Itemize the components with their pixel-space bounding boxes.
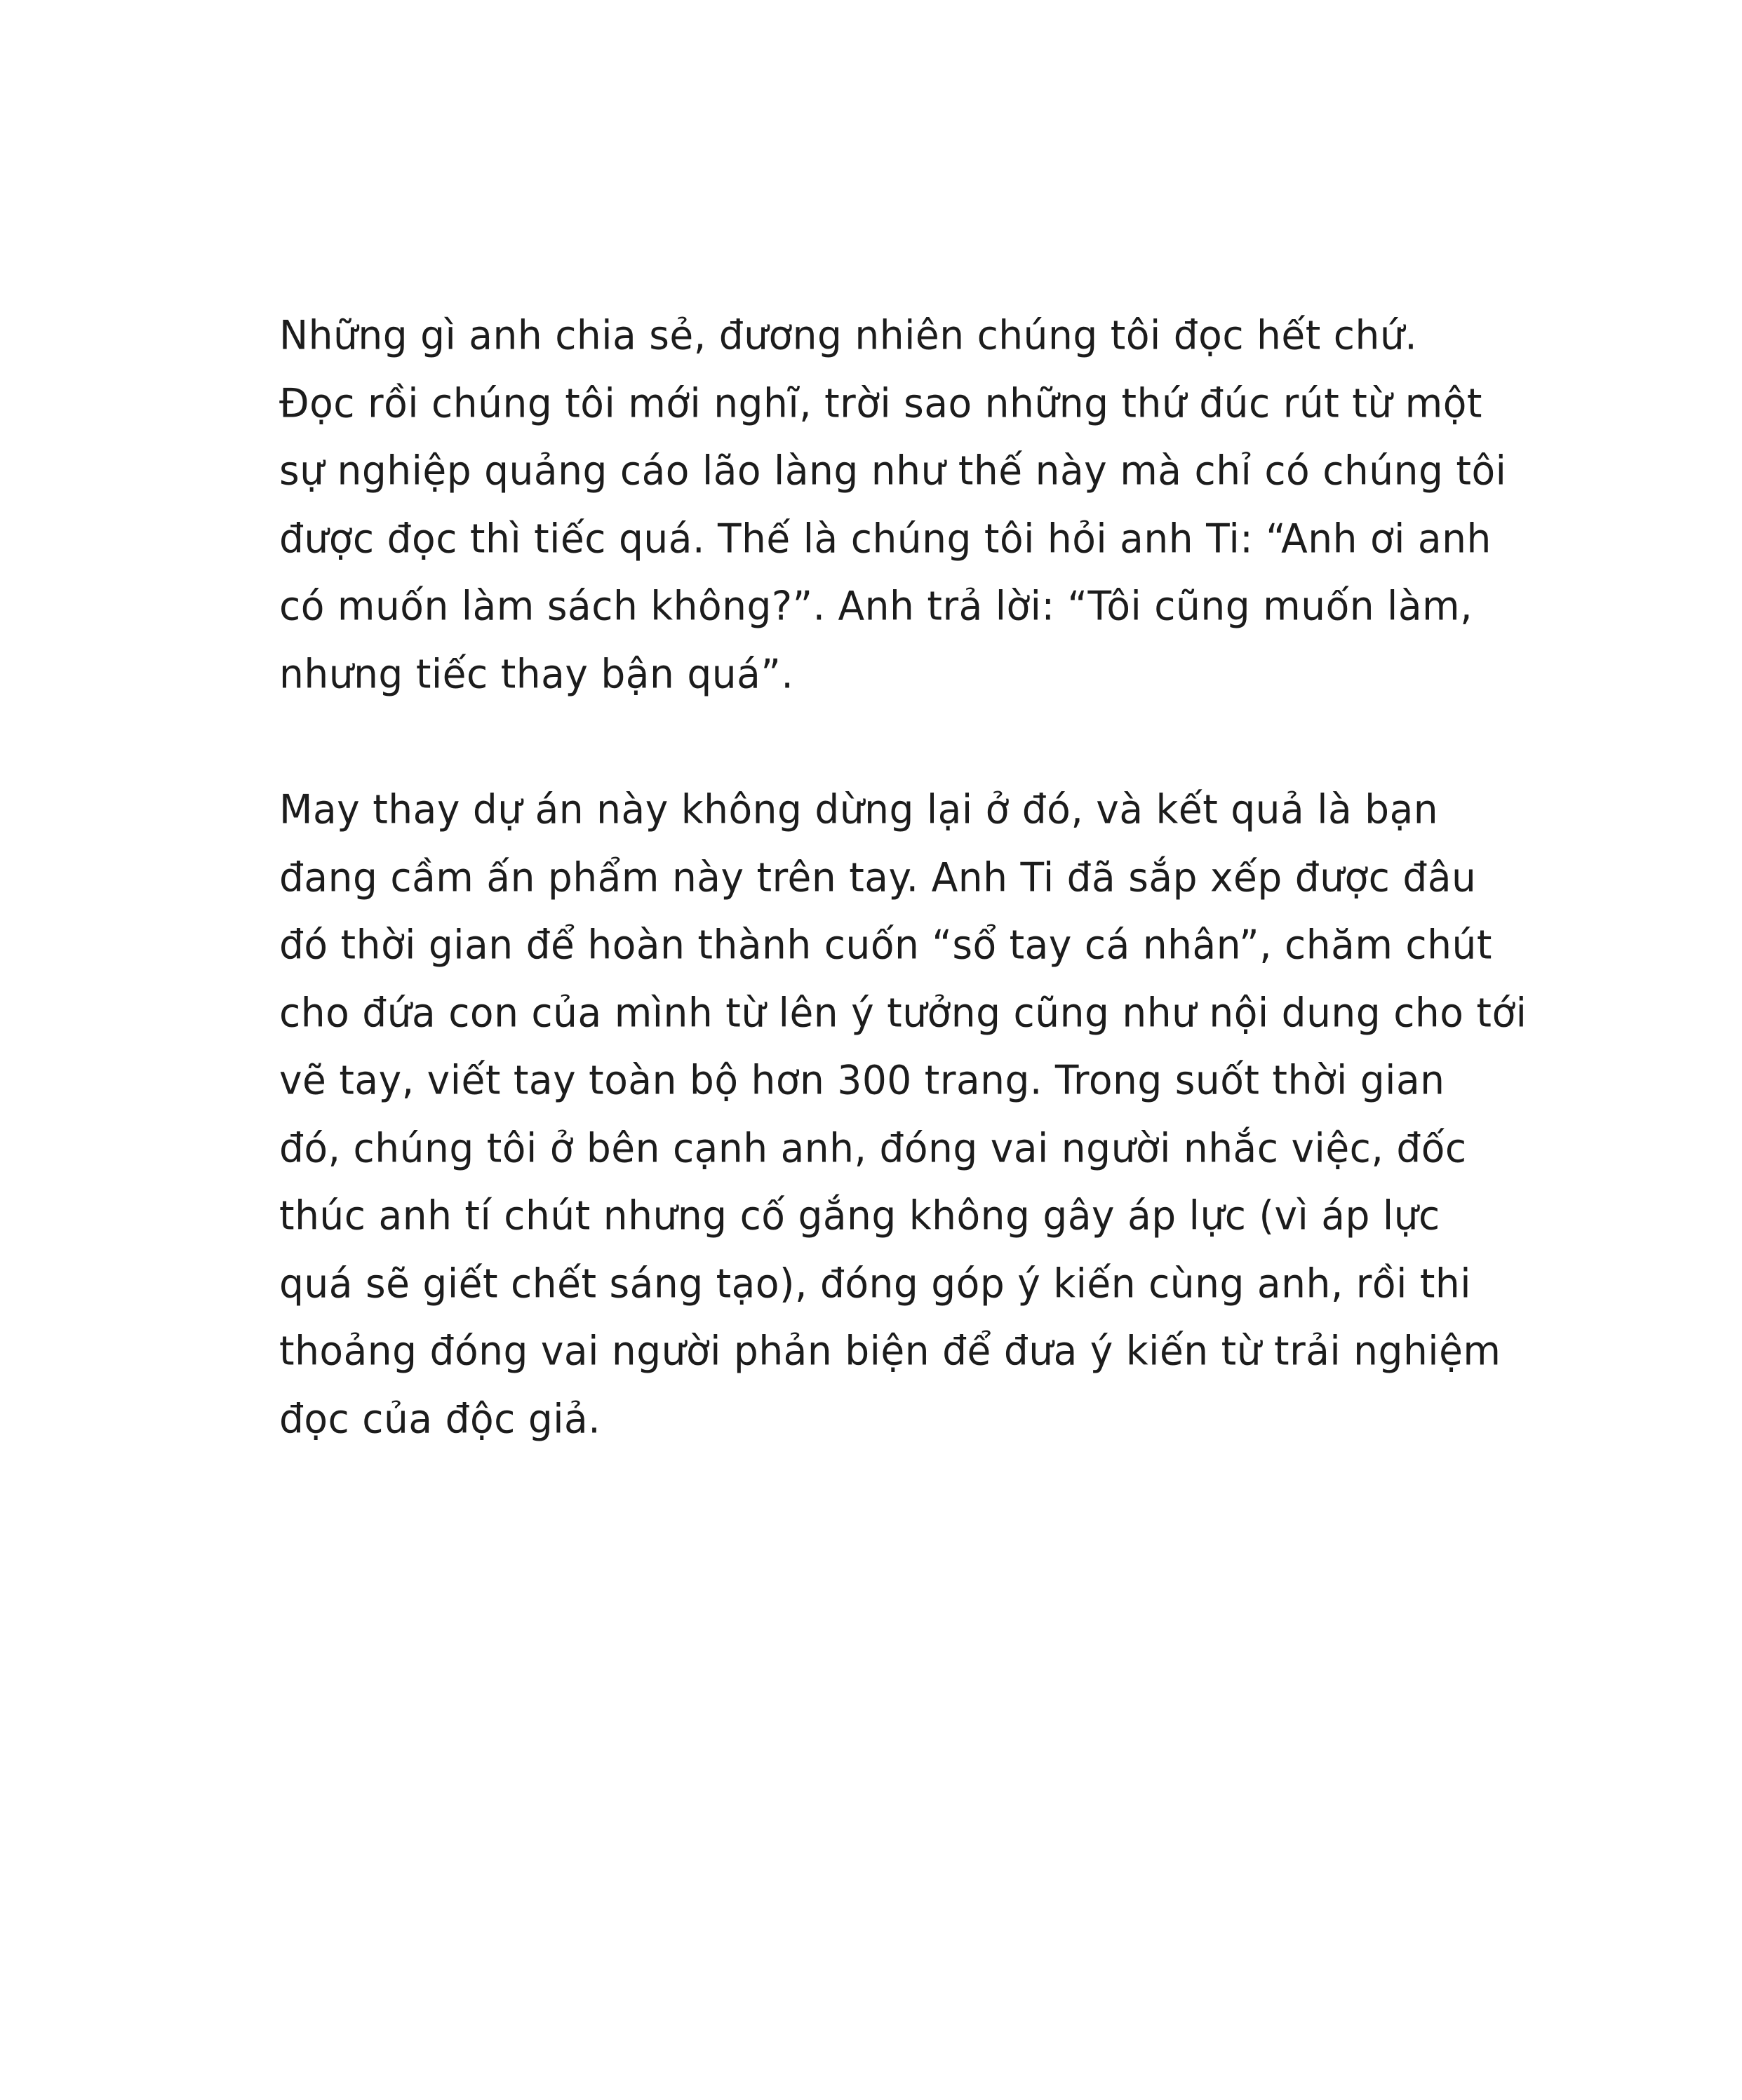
- text-line: nhưng tiếc thay bận quá”.: [279, 650, 794, 697]
- text-line: thoảng đóng vai người phản biện để đưa ý kiến từ trải nghiệm: [279, 1327, 1501, 1375]
- text-line: May thay dự án này không dừng lại ở đó, và kết quả là bạn: [279, 786, 1439, 833]
- text-line: đó, chúng tôi ở bên cạnh anh, đóng vai người nhắc việc, đốc: [279, 1124, 1467, 1171]
- body-text: [279, 300, 1528, 1519]
- text-line: Đọc rồi chúng tôi mới nghĩ, trời sao những thứ đúc rút từ một: [279, 379, 1482, 426]
- text-line: quá sẽ giết chết sáng tạo), đóng góp ý kiến cùng anh, rồi thi: [279, 1260, 1472, 1307]
- text-line: đọc của độc giả.: [279, 1395, 601, 1442]
- paragraph-1: [279, 300, 1528, 706]
- text-line: cho đứa con của mình từ lên ý tưởng cũng như nội dung cho tới: [279, 989, 1527, 1036]
- text-line: đang cầm ấn phẩm này trên tay. Anh Ti đã sắp xếp được đâu: [279, 854, 1477, 901]
- text-line: có muốn làm sách không?”. Anh trả lời: “Tôi cũng muốn làm,: [279, 582, 1473, 630]
- text-line: thúc anh tí chút nhưng cố gắng không gây áp lực (vì áp lực: [279, 1192, 1440, 1239]
- paragraph-2: [279, 774, 1528, 1451]
- text-line: vẽ tay, viết tay toàn bộ hơn 300 trang. Trong suốt thời gian: [279, 1056, 1445, 1104]
- text-line: sự nghiệp quảng cáo lão làng như thế này mà chỉ có chúng tôi: [279, 447, 1507, 494]
- text-line: được đọc thì tiếc quá. Thế là chúng tôi hỏi anh Ti: “Anh ơi anh: [279, 515, 1492, 562]
- text-line: đó thời gian để hoàn thành cuốn “sổ tay cá nhân”, chăm chút: [279, 921, 1492, 969]
- text-line: Những gì anh chia sẻ, đương nhiên chúng tôi đọc hết chứ.: [279, 311, 1418, 359]
